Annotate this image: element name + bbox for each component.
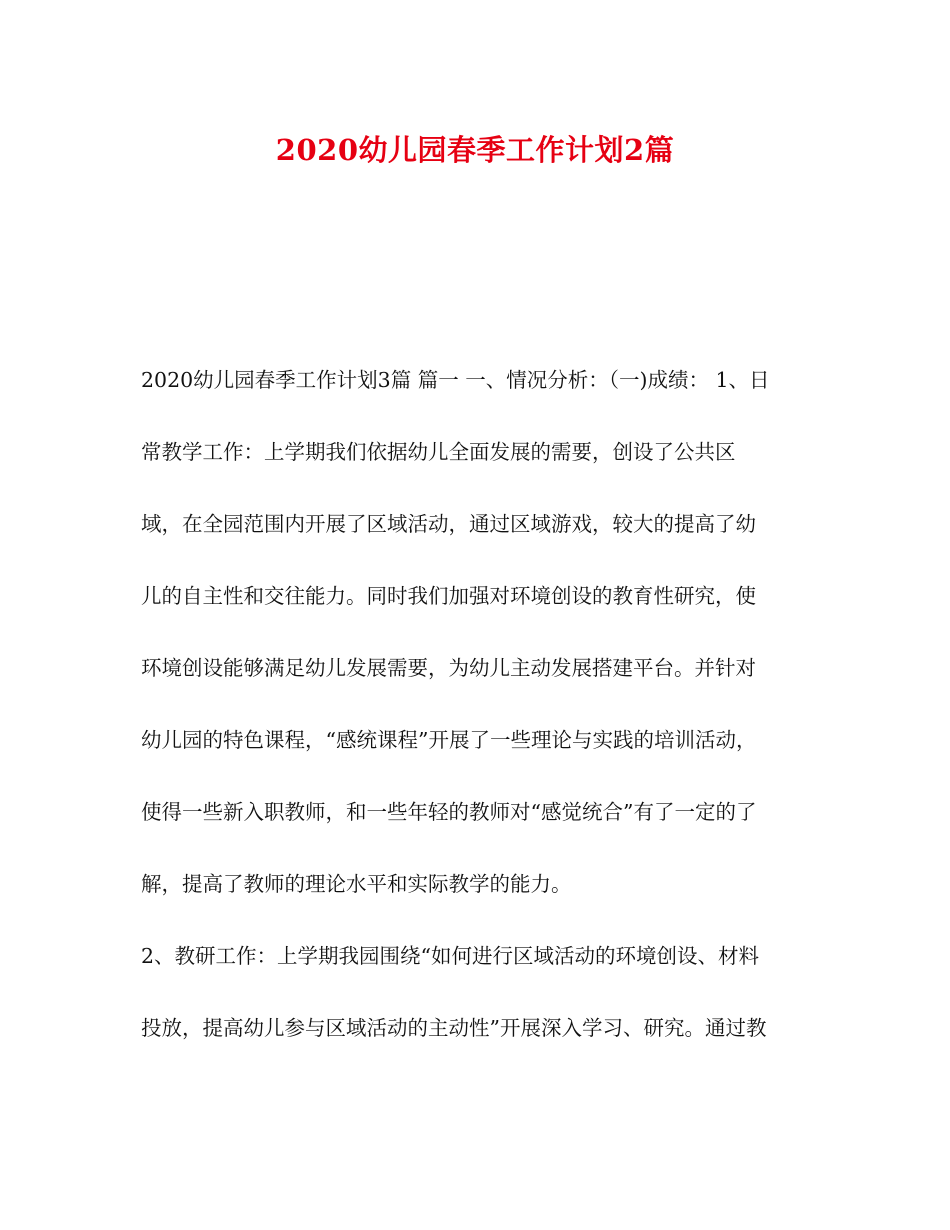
document-title: 2020幼儿园春季工作计划2篇 (275, 133, 675, 167)
body-line: 2020幼儿园春季工作计划3篇 篇一 一、情况分析：（一)成绩： 1、日 (141, 368, 770, 392)
body-line: 幼儿园的特色课程，“感统课程”开展了一些理论与实践的培训活动， (141, 728, 757, 752)
body-line: 儿的自主性和交往能力。同时我们加强对环境创设的教育性研究，使 (141, 584, 756, 608)
body-line: 环境创设能够满足幼儿发展需要，为幼儿主动发展搭建平台。并针对 (141, 656, 756, 680)
body-line: 使得一些新入职教师，和一些年轻的教师对“感觉统合”有了一定的了 (141, 800, 757, 824)
body-line: 域，在全园范围内开展了区域活动，通过区域游戏，较大的提高了幼 (141, 512, 756, 536)
body-line: 常教学工作：上学期我们依据幼儿全面发展的需要，创设了公共区 (141, 440, 736, 464)
body-line: 解，提高了教师的理论水平和实际教学的能力。 (141, 872, 572, 896)
body-line: 投放，提高幼儿参与区域活动的主动性”开展深入学习、研究。通过教 (141, 1016, 767, 1040)
body-line: 2、教研工作：上学期我园围绕“如何进行区域活动的环境创设、材料 (141, 944, 760, 968)
